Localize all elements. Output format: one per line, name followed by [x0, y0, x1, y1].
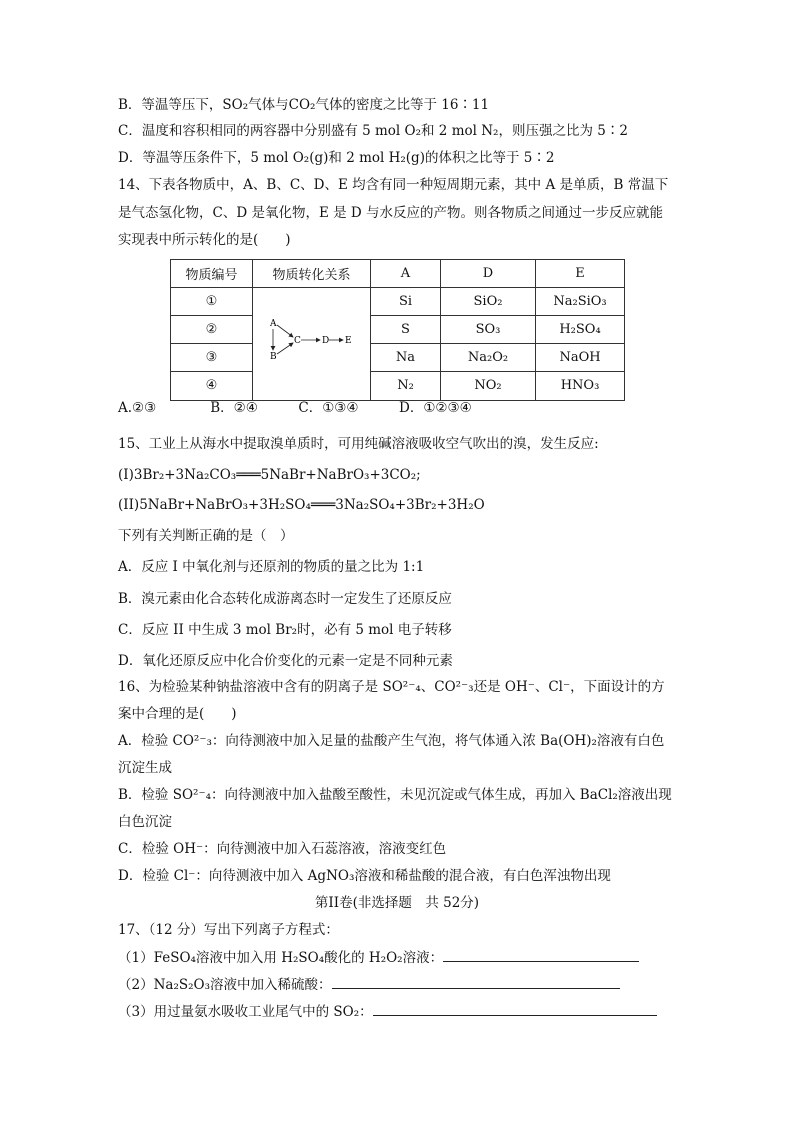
row-a: S — [371, 315, 441, 343]
q17-item-3 — [118, 1001, 657, 1022]
q16-option-b-line2: 白色沉淀 — [118, 814, 172, 830]
row-d: NO₂ — [441, 372, 536, 400]
header-d: D — [441, 260, 536, 288]
header-a: A — [371, 260, 441, 288]
table-header-row — [171, 260, 625, 288]
q13-option-c: C．温度和容积相同的两容器中分别盛有 5 mol O₂和 2 mol N₂，则压强之比为 5∶2 — [118, 123, 628, 139]
row-d: SiO₂ — [441, 287, 536, 315]
substance-table — [170, 259, 625, 401]
row-a: Si — [371, 287, 441, 315]
table-row — [171, 344, 625, 372]
q15-stem: 15、工业上从海水中提取溴单质时，可用纯碱溶液吸收空气吹出的溴，发生反应: — [118, 436, 599, 452]
q13-option-b: B．等温等压下，SO₂气体与CO₂气体的密度之比等于 16∶11 — [118, 97, 490, 113]
q15-reaction-2: (II)5NaBr+NaBrO₃+3H₂SO₄═══3Na₂SO₄+3Br₂+3H₂O — [118, 497, 485, 513]
header-no: 物质编号 — [171, 260, 253, 288]
node-d: D — [322, 335, 330, 346]
q16-option-a-line2: 沉淀生成 — [118, 760, 172, 776]
row-no: ③ — [171, 344, 253, 372]
q15-option-c: C．反应 II 中生成 3 mol Br₂时，必有 5 mol 电子转移 — [118, 622, 452, 638]
table-row — [171, 315, 625, 343]
row-a: N₂ — [371, 372, 441, 400]
q13-option-d: D．等温等压条件下，5 mol O₂(g)和 2 mol H₂(g)的体积之比等于 5∶2 — [118, 150, 555, 166]
q16-option-d: D．检验 Cl⁻：向待测液中加入 AgNO₃溶液和稀盐酸的混合液，有白色浑浊物出现 — [118, 868, 611, 884]
row-no: ④ — [171, 372, 253, 400]
q17-item-1-text: （1）FeSO₄溶液中加入用 H₂SO₄酸化的 H₂O₂溶液： — [118, 950, 444, 966]
q17-item-3-text: （3）用过量氨水吸收工业尾气中的 SO₂： — [118, 1004, 373, 1020]
q17-item-2-text: （2）Na₂S₂O₃溶液中加入稀硫酸： — [118, 977, 332, 993]
row-e: Na₂SiO₃ — [536, 287, 625, 315]
answer-blank-3[interactable] — [373, 1001, 657, 1016]
header-relation: 物质转化关系 — [253, 260, 371, 288]
q17-stem: 17、（12 分）写出下列离子方程式： — [118, 922, 339, 938]
q17-item-2 — [118, 974, 620, 995]
row-d: Na₂O₂ — [441, 344, 536, 372]
q16-option-b-line1: B．检验 SO²⁻₄：向待测液中加入盐酸至酸性，未见沉淀或气体生成，再加入 BaCl₂溶液出现 — [118, 787, 672, 803]
node-c: C — [294, 335, 301, 346]
section-two-heading: 第II卷(非选择题 共 52分) — [314, 895, 480, 911]
row-e: H₂SO₄ — [536, 315, 625, 343]
row-d: SO₃ — [441, 315, 536, 343]
row-e: HNO₃ — [536, 372, 625, 400]
row-no: ① — [171, 287, 253, 315]
q15-option-d: D．氧化还原反应中化合价变化的元素一定是不同种元素 — [118, 653, 453, 669]
conversion-diagram-svg — [253, 288, 370, 396]
arrow-b-c — [277, 343, 293, 354]
node-b: B — [270, 351, 277, 362]
q14-stem-line3: 实现表中所示转化的是( ) — [118, 232, 291, 248]
answer-blank-2[interactable] — [332, 974, 620, 989]
row-e: NaOH — [536, 344, 625, 372]
header-e: E — [536, 260, 625, 288]
answer-blank-1[interactable] — [443, 947, 639, 962]
arrow-a-c — [277, 325, 293, 337]
q17-item-1 — [118, 947, 639, 968]
q14-options: A.②③ B．②④ C．①③④ D．①②③④ — [118, 400, 472, 416]
table-row — [171, 372, 625, 400]
q14-stem-line1: 14、下表各物质中，A、B、C、D、E 均含有同一种短周期元素，其中 A 是单质，B 常温下 — [118, 177, 669, 193]
q16-option-c: C．检验 OH⁻：向待测液中加入石蕊溶液，溶液变红色 — [118, 841, 447, 857]
row-no: ② — [171, 315, 253, 343]
node-a: A — [270, 318, 277, 329]
table-row — [171, 287, 625, 315]
q15-option-b: B．溴元素由化合态转化成游离态时一定发生了还原反应 — [118, 591, 452, 607]
q14-stem-line2: 是气态氢化物，C、D 是氧化物，E 是 D 与水反应的产物。则各物质之间通过一步反应就能 — [118, 205, 663, 221]
q16-option-a-line1: A．检验 CO²⁻₃：向待测液中加入足量的盐酸产生气泡，将气体通入浓 Ba(OH)₂溶液有白色 — [118, 733, 665, 749]
q15-option-a: A．反应 I 中氧化剂与还原剂的物质的量之比为 1:1 — [118, 559, 425, 575]
row-a: Na — [371, 344, 441, 372]
q15-question: 下列有关判断正确的是（ ） — [118, 528, 294, 544]
q16-stem-line2: 案中合理的是( ) — [118, 706, 237, 722]
node-e: E — [345, 335, 352, 346]
q15-reaction-1: (I)3Br₂+3Na₂CO₃═══5NaBr+NaBrO₃+3CO₂; — [118, 467, 421, 483]
q16-stem-line1: 16、为检验某种钠盐溶液中含有的阴离子是 SO²⁻₄、CO²⁻₃还是 OH⁻、Cl⁻，下面设计的方 — [118, 679, 665, 695]
conversion-diagram — [253, 287, 371, 400]
